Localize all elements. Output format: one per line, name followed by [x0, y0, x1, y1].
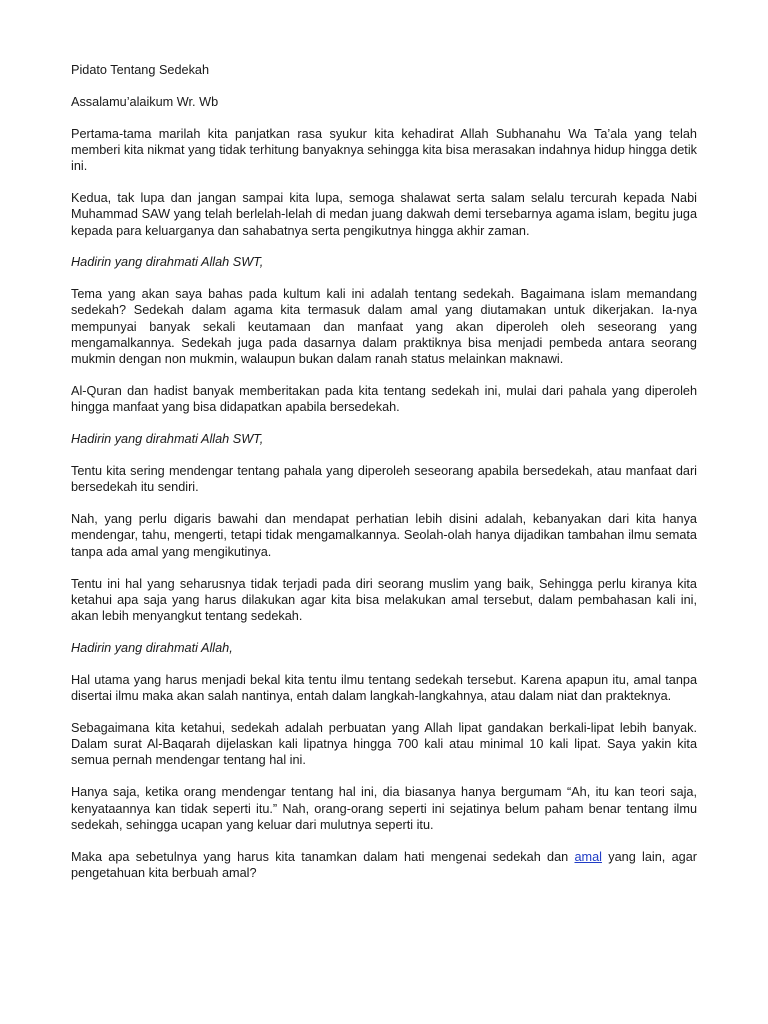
paragraph-theme: Tema yang akan saya bahas pada kultum kali ini adalah tentang sedekah. Bagaimana islam memandang sedekah? Sedekah dalam agama kita termasuk dalam amal yang diutamakan untuk dikerjakan. Ia-nya mempunyai banyak sekali keutamaan dan manfaat yang akan diperoleh oleh seseorang yang mengamalkannya. Sedekah juga pada dasarnya dalam praktiknya bisa menjadi pembeda antara seorang mukmin dengan non mukmin, walaupun bukan dalam ranah status melainkan maknawi.: [71, 287, 697, 367]
paragraph-closing-question: [71, 849, 697, 882]
greeting: Assalamu’alaikum Wr. Wb: [71, 94, 219, 109]
closing-text-before: Maka apa sebetulnya yang harus kita tanamkan dalam hati mengenai sedekah dan: [71, 849, 575, 864]
audience-address-2: Hadirin yang dirahmati Allah SWT,: [71, 432, 264, 447]
amal-link[interactable]: amal: [574, 849, 602, 864]
paragraph-theory-quote: Hanya saja, ketika orang mendengar tentang hal ini, dia biasanya hanya bergumam “Ah, itu kan teori saja, kenyataannya kan tidak seperti itu.” Nah, orang-orang seperti ini sejatinya belum paham benar tentang ilmu sedekah, sehingga ucapan yang keluar dari mulutnya seperti itu.: [71, 785, 697, 832]
audience-address-1: Hadirin yang dirahmati Allah SWT,: [71, 255, 264, 270]
paragraph-quran-hadith: Al-Quran dan hadist banyak memberitakan pada kita tentang sedekah ini, mulai dari pahala yang diperoleh hingga manfaat yang bisa didapatkan apabila bersedekah.: [71, 384, 697, 415]
paragraph-opening-gratitude: Pertama-tama marilah kita panjatkan rasa syukur kita kehadirat Allah Subhanahu Wa Ta’ala yang telah memberi kita nikmat yang tidak terhitung banyaknya sehingga kita bisa merasakan indahnya hidup hingga detik ini.: [71, 126, 697, 174]
document-title: Pidato Tentang Sedekah: [71, 63, 210, 77]
paragraph-good-muslim: Tentu ini hal yang seharusnya tidak terjadi pada diri seorang muslim yang baik, Sehingga perlu kiranya kita ketahui apa saja yang harus dilakukan agar kita bisa melakukan amal tersebut, dalam pembahasan kali ini, akan lebih menyangkut tentang sedekah.: [71, 576, 697, 624]
paragraph-shalawat: Kedua, tak lupa dan jangan sampai kita lupa, semoga shalawat serta salam selalu tercurah kepada Nabi Muhammad SAW yang telah berlelah-lelah di medan juang dakwah demi tersebarnya agama islam, begitu juga kepada para keluarganya dan sahabatnya serta pengikutnya hingga akhir zaman.: [71, 190, 697, 238]
paragraph-emphasis: Nah, yang perlu digaris bawahi dan mendapat perhatian lebih disini adalah, kebanyakan dari kita hanya mendengar, tahu, mengerti, tetapi tidak mengamalkannya. Seolah-olah hanya dijadikan tambahan ilmu semata tanpa ada amal yang mengikutinya.: [71, 512, 697, 559]
audience-address-3: Hadirin yang dirahmati Allah,: [71, 640, 233, 655]
paragraph-multiplied: Sebagaimana kita ketahui, sedekah adalah perbuatan yang Allah lipat gandakan berkali-lipat lebih banyak. Dalam surat Al-Baqarah dijelaskan kali lipatnya hingga 700 kali atau minimal 10 kali lipat. Saya yakin kita semua pernah mendengar tentang hal ini.: [71, 720, 697, 768]
closing-text-after: yang lain, agar pengetahuan kita berbuah amal?: [71, 849, 697, 880]
paragraph-reward: Tentu kita sering mendengar tentang pahala yang diperoleh seseorang apabila bersedekah, atau manfaat dari bersedekah itu sendiri.: [71, 464, 697, 495]
paragraph-knowledge: Hal utama yang harus menjadi bekal kita tentu ilmu tentang sedekah tersebut. Karena apapun itu, amal tanpa disertai ilmu maka akan salah nantinya, entah dalam langkah-langkahnya, atau dalam niat dan prakteknya.: [71, 672, 697, 704]
document-body: [71, 62, 697, 897]
